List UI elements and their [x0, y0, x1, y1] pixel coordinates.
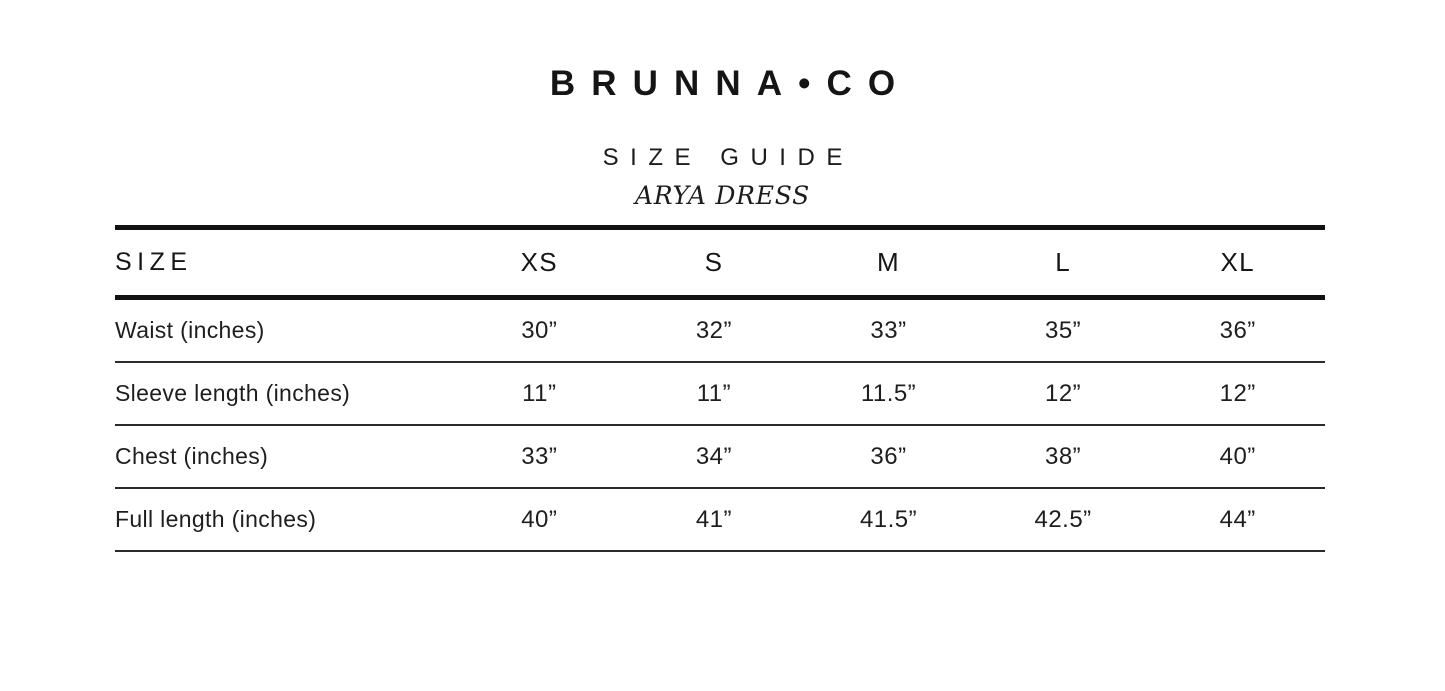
- size-guide-title: SIZE GUIDE: [602, 144, 854, 171]
- table-row-waist: [115, 300, 1325, 363]
- waist-xs: 30”: [521, 316, 558, 344]
- column-header-size: SIZE: [115, 248, 193, 276]
- row-label-chest: Chest (inches): [115, 443, 269, 469]
- size-table-header-row: [115, 230, 1325, 300]
- column-header-m: M: [877, 247, 900, 277]
- sleeve-xl: 12”: [1219, 379, 1256, 407]
- size-table: [115, 225, 1325, 552]
- waist-xl: 36”: [1219, 316, 1256, 344]
- column-header-xl: XL: [1220, 247, 1255, 277]
- table-row-full-length: [115, 489, 1325, 552]
- chest-l: 38”: [1045, 442, 1082, 470]
- sleeve-l: 12”: [1045, 379, 1082, 407]
- column-header-s: S: [704, 247, 724, 277]
- column-header-l: L: [1055, 247, 1071, 277]
- chest-s: 34”: [695, 442, 732, 470]
- product-name: ARYA DRESS: [634, 181, 811, 210]
- row-label-sleeve-length: Sleeve length (inches): [115, 380, 351, 406]
- waist-l: 35”: [1045, 316, 1082, 344]
- row-label-full-length: Full length (inches): [115, 506, 317, 532]
- full-length-l: 42.5”: [1034, 505, 1092, 533]
- chest-xs: 33”: [521, 442, 558, 470]
- full-length-xs: 40”: [521, 505, 558, 533]
- sleeve-s: 11”: [696, 379, 732, 407]
- table-row-sleeve-length: [115, 363, 1325, 426]
- masthead: [0, 0, 1445, 210]
- full-length-s: 41”: [695, 505, 732, 533]
- chest-m: 36”: [870, 442, 907, 470]
- full-length-m: 41.5”: [859, 505, 918, 533]
- column-header-xs: XS: [520, 247, 558, 277]
- row-label-waist: Waist (inches): [115, 317, 265, 343]
- brand-logo: BRUNNA•CO: [549, 64, 912, 103]
- waist-s: 32”: [695, 316, 732, 344]
- chest-xl: 40”: [1219, 442, 1256, 470]
- full-length-xl: 44”: [1219, 505, 1256, 533]
- waist-m: 33”: [870, 316, 907, 344]
- sleeve-xs: 11”: [522, 379, 557, 407]
- sleeve-m: 11.5”: [860, 379, 917, 407]
- table-row-chest: [115, 426, 1325, 489]
